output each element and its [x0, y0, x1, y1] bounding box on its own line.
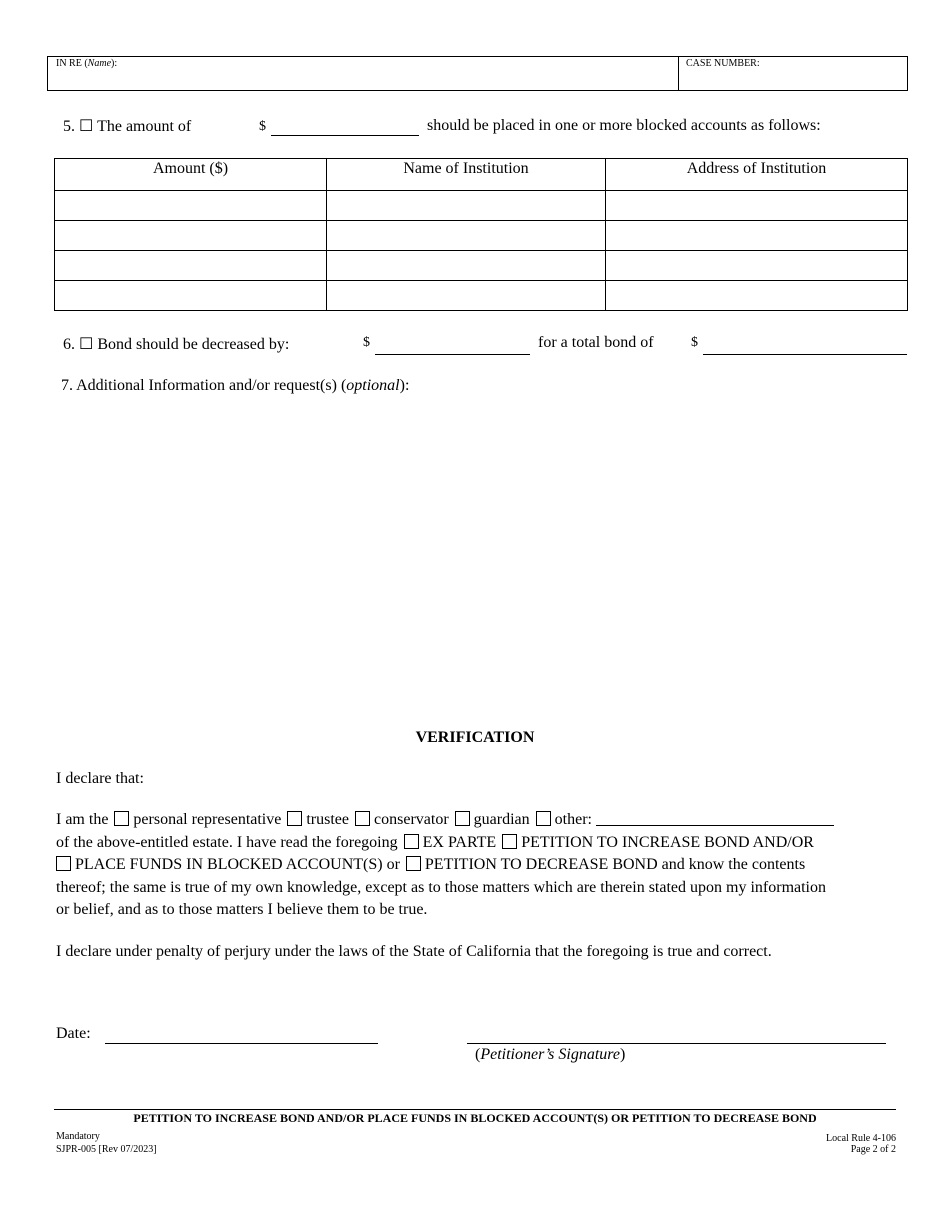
item5-currency: $ — [259, 119, 266, 134]
item6-checkbox[interactable]: ☐ — [79, 336, 94, 353]
in-re-label: IN RE (Name): — [56, 58, 118, 69]
additional-information-area[interactable] — [56, 402, 906, 702]
belief-line: or belief, and as to those matters I believe them to be true. — [56, 901, 428, 919]
item7-label: 7. Additional Information and/or request(s) (optional): — [61, 377, 410, 394]
blocked-account-line: PLACE FUNDS IN BLOCKED ACCOUNT(S) or PETITION TO DECREASE BOND and know the contents — [56, 854, 896, 877]
column-header-institution-address: Address of Institution — [606, 159, 908, 191]
institution-address-cell[interactable] — [606, 281, 908, 311]
blocked-accounts-table — [54, 158, 908, 311]
checkbox-personal-representative[interactable] — [114, 811, 129, 826]
amount-cell[interactable] — [55, 281, 327, 311]
verification-paragraph — [56, 809, 896, 922]
checkbox-place-funds[interactable] — [56, 856, 71, 871]
table-header-row — [55, 159, 908, 191]
institution-name-cell[interactable] — [327, 251, 606, 281]
institution-address-cell[interactable] — [606, 191, 908, 221]
footer-form-id: SJPR-005 [Rev 07/2023] — [56, 1144, 157, 1155]
checkbox-ex-parte[interactable] — [404, 834, 419, 849]
institution-name-cell[interactable] — [327, 191, 606, 221]
declare-that-text: I declare that: — [56, 770, 144, 787]
table-row — [55, 281, 908, 311]
date-label: Date: — [56, 1025, 91, 1042]
table-row — [55, 191, 908, 221]
case-header-box — [47, 56, 908, 91]
checkbox-guardian[interactable] — [455, 811, 470, 826]
signature-field[interactable] — [467, 1043, 886, 1044]
footer-local-rule: Local Rule 4-106 — [826, 1133, 896, 1144]
item6-currency-1: $ — [363, 335, 370, 350]
header-divider — [678, 57, 679, 90]
item6-text-middle: for a total bond of — [538, 334, 654, 351]
footer-page-number: Page 2 of 2 — [850, 1144, 896, 1155]
column-header-amount: Amount ($) — [55, 159, 327, 191]
case-number-label: CASE NUMBER: — [686, 58, 760, 69]
checkbox-petition-increase[interactable] — [502, 834, 517, 849]
role-line: I am the personal representative trustee conservator guardian other: — [56, 809, 896, 832]
item5-amount-field[interactable] — [271, 135, 419, 136]
checkbox-conservator[interactable] — [355, 811, 370, 826]
item5-label: 5. ☐ The amount of — [63, 118, 192, 135]
item5-checkbox[interactable]: ☐ — [79, 118, 94, 135]
item6-currency-2: $ — [691, 335, 698, 350]
institution-name-cell[interactable] — [327, 221, 606, 251]
amount-cell[interactable] — [55, 191, 327, 221]
verification-title: VERIFICATION — [415, 729, 535, 746]
table-row — [55, 251, 908, 281]
amount-cell[interactable] — [55, 221, 327, 251]
date-field[interactable] — [105, 1043, 378, 1044]
institution-address-cell[interactable] — [606, 221, 908, 251]
checkbox-trustee[interactable] — [287, 811, 302, 826]
footer-mandatory: Mandatory — [56, 1131, 100, 1142]
bond-decrease-field[interactable] — [375, 354, 530, 355]
institution-name-cell[interactable] — [327, 281, 606, 311]
checkbox-other[interactable] — [536, 811, 551, 826]
item5-text-after: should be placed in one or more blocked accounts as follows: — [427, 117, 821, 134]
institution-address-cell[interactable] — [606, 251, 908, 281]
amount-cell[interactable] — [55, 251, 327, 281]
checkbox-petition-decrease[interactable] — [406, 856, 421, 871]
footer-form-title: PETITION TO INCREASE BOND AND/OR PLACE FUNDS IN BLOCKED ACCOUNT(S) OR PETITION TO DECREASE BOND — [133, 1111, 817, 1125]
foregoing-line: of the above-entitled estate. I have read the foregoing EX PARTE PETITION TO INCREASE BOND AND/OR — [56, 833, 814, 851]
item6-label: 6. ☐ Bond should be decreased by: — [63, 336, 290, 353]
perjury-statement: I declare under penalty of perjury under the laws of the State of California that the foregoing is true and correct. — [56, 943, 772, 960]
table-row — [55, 221, 908, 251]
total-bond-field[interactable] — [703, 354, 907, 355]
signature-caption: (Petitioner’s Signature) — [475, 1046, 626, 1063]
knowledge-line: thereof; the same is true of my own knowledge, except as to those matters which are therein stated upon my information — [56, 878, 826, 896]
column-header-institution-name: Name of Institution — [327, 159, 606, 191]
other-role-field[interactable] — [596, 811, 834, 826]
footer-divider — [54, 1109, 896, 1110]
